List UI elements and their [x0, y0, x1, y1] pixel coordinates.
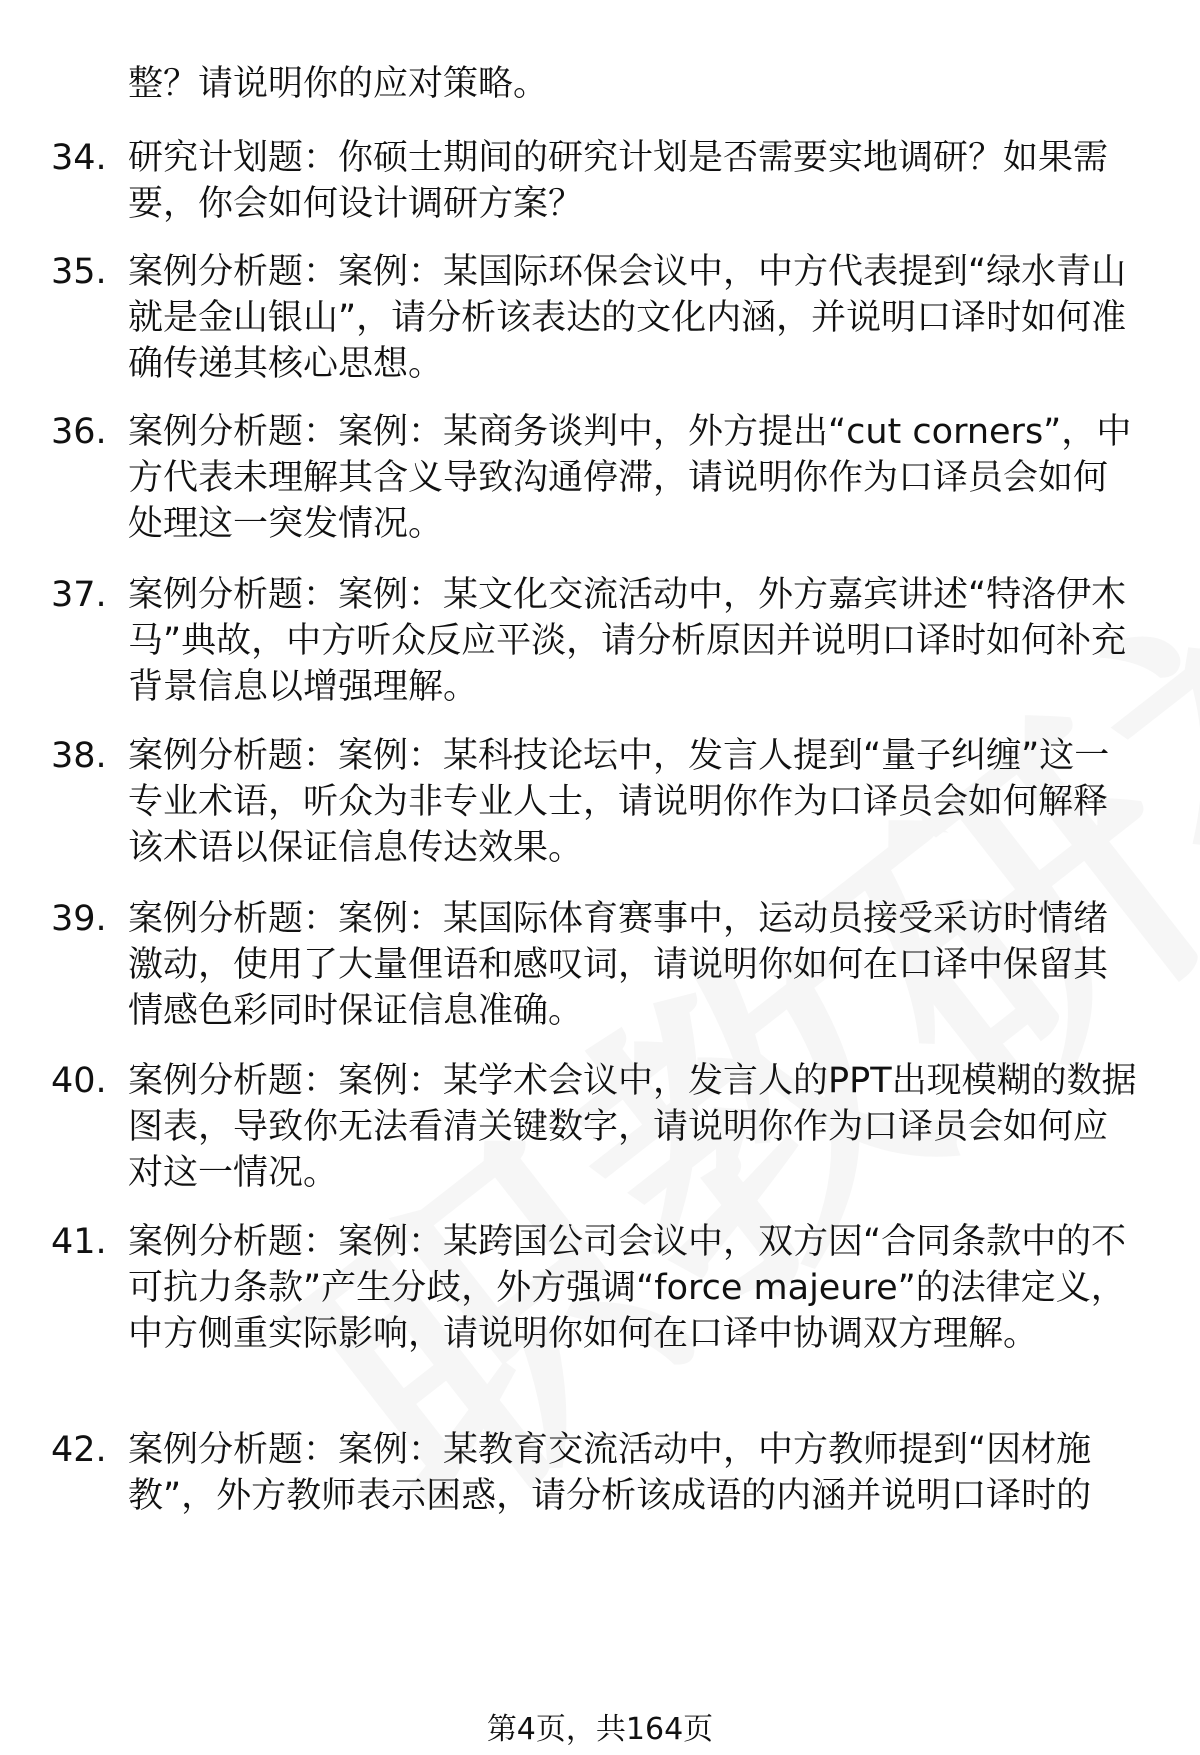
question-number: 39. — [51, 899, 107, 939]
question-item — [0, 572, 1138, 710]
question-text: 案例分析题：案例：某教育交流活动中，中方教师提到“因材施教”，外方教师表示困惑，请分析该成语的内涵并说明口译时的 — [128, 1430, 1092, 1516]
question-item — [0, 249, 1138, 387]
continuation-text: 整？请说明你的应对策略。 — [128, 64, 549, 104]
question-number: 34. — [51, 138, 107, 178]
question-text: 案例分析题：案例：某国际体育赛事中，运动员接受采访时情绪激动，使用了大量俚语和感叹词，请说明你如何在口译中保留其情感色彩同时保证信息准确。 — [128, 899, 1109, 1031]
page-footer: 第4页，共164页 — [486, 1712, 714, 1747]
question-text: 案例分析题：案例：某科技论坛中，发言人提到“量子纠缠”这一专业术语，听众为非专业人士，请说明你作为口译员会如何解释该术语以保证信息传达效果。 — [128, 736, 1110, 868]
question-number: 42. — [51, 1430, 107, 1470]
question-number: 40. — [51, 1061, 107, 1101]
question-text: 案例分析题：案例：某商务谈判中，外方提出“cut corners”，中方代表未理解其含义导致沟通停滞，请说明你作为口译员会如何处理这一突发情况。 — [128, 412, 1132, 544]
question-text: 研究计划题：你硕士期间的研究计划是否需要实地调研？如果需要，你会如何设计调研方案？ — [128, 138, 1109, 224]
question-text: 案例分析题：案例：某国际环保会议中，中方代表提到“绿水青山就是金山银山”，请分析该表达的文化内涵，并说明口译时如何准确传递其核心思想。 — [128, 252, 1127, 384]
question-text: 案例分析题：案例：某文化交流活动中，外方嘉宾讲述“特洛伊木马”典故，中方听众反应平淡，请分析原因并说明口译时如何补充背景信息以增强理解。 — [128, 575, 1127, 707]
question-item — [0, 1427, 1138, 1519]
question-item — [0, 1219, 1138, 1357]
question-text: 案例分析题：案例：某跨国公司会议中，双方因“合同条款中的不可抗力条款”产生分歧，外方强调“force majeure”的法律定义，中方侧重实际影响，请说明你如何在口译中协调双方理解。 — [128, 1222, 1127, 1354]
question-number: 37. — [51, 575, 107, 615]
question-number: 38. — [51, 736, 107, 776]
question-item — [0, 409, 1138, 547]
question-item — [0, 1058, 1138, 1196]
question-number: 35. — [51, 252, 107, 292]
question-number: 36. — [51, 412, 107, 452]
question-item — [0, 896, 1138, 1034]
question-text: 案例分析题：案例：某学术会议中，发言人的PPT出现模糊的数据图表，导致你无法看清关键数字，请说明你作为口译员会如何应对这一情况。 — [128, 1061, 1137, 1193]
question-number: 41. — [51, 1222, 107, 1262]
question-item — [0, 733, 1138, 871]
question-item — [0, 135, 1138, 227]
